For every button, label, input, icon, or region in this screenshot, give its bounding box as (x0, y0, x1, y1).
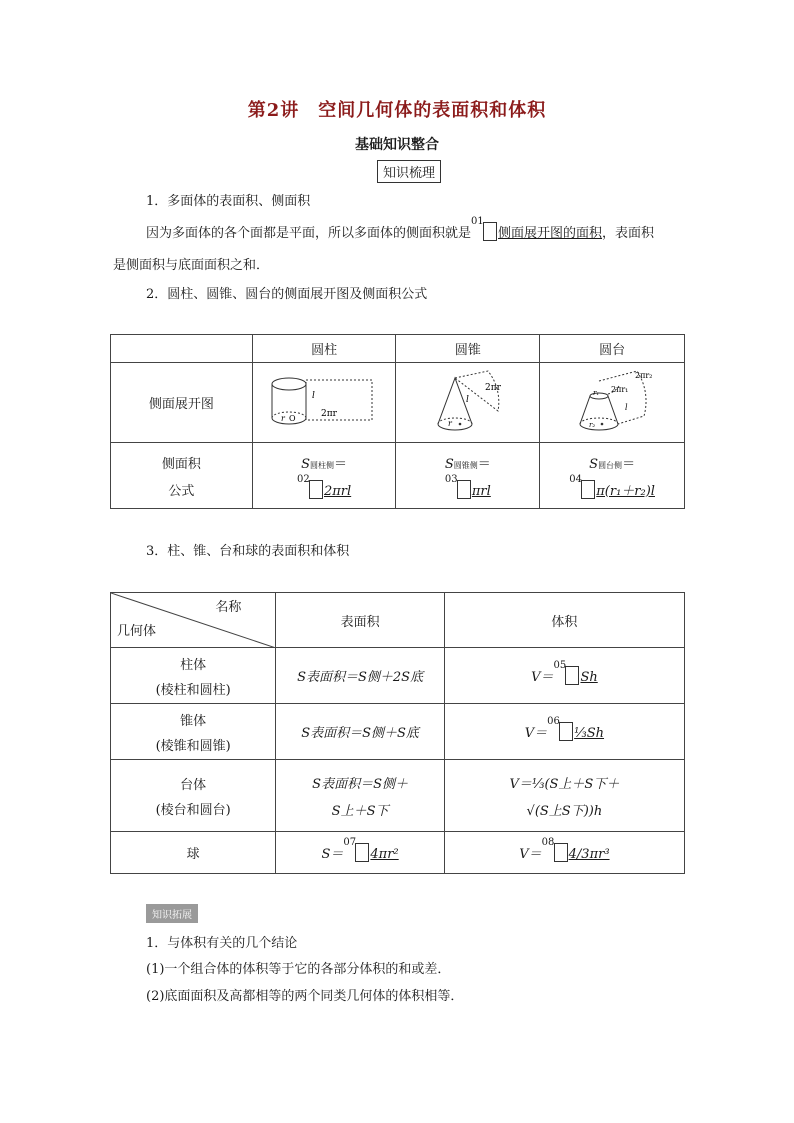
cylinder-net-diagram (259, 366, 389, 436)
frus-l-label: l (625, 402, 628, 412)
vol-prefix: V＝ (524, 726, 548, 741)
vol-line2: √(S上S下))h (526, 803, 603, 819)
section-subtitle: 基础知识整合 (355, 137, 439, 153)
volume-table (110, 592, 685, 874)
formula-lhs: S (589, 456, 599, 472)
answer-number: 05 (553, 660, 567, 671)
answer-number: 04 (569, 473, 582, 485)
frus-r1-label: r₁ (593, 388, 600, 397)
row-sub: (棱锥和圆锥) (155, 738, 231, 754)
formula-sub: 圆柱侧 (310, 460, 335, 470)
page-title: 第2讲 空间几何体的表面积和体积 (247, 100, 547, 121)
formula-frustum (540, 443, 685, 509)
extension-heading: 1．与体积有关的几个结论 (146, 936, 298, 951)
vol-prefix: V＝ (519, 847, 542, 862)
volume-frustum (444, 760, 684, 832)
col-header-area: 表面积 (276, 593, 444, 648)
cyl-l-label: l (312, 390, 315, 401)
vol-line1: V＝⅓(S上＋S下＋ (509, 776, 620, 792)
extension-item-2: (2)底面面积及高都相等的两个同类几何体的体积相等． (146, 989, 464, 1004)
col-header-volume: 体积 (444, 593, 684, 648)
col-header-frustum: 圆台 (540, 335, 685, 363)
answer-text: π(r₁＋r₂)l (596, 483, 655, 499)
answer-box (309, 480, 323, 499)
row-pyramid (111, 704, 276, 760)
answer-box (565, 666, 579, 685)
answer-03 (444, 473, 491, 499)
row-label-formula (111, 443, 253, 509)
section1-text-after: ，表面积 (602, 226, 655, 241)
cyl-o-label: O (289, 413, 296, 423)
answer-07 (343, 837, 399, 862)
cyl-2pr-label: 2πr (321, 408, 338, 419)
row-frustum (111, 760, 276, 832)
frustum-net-figure (540, 363, 685, 443)
formula-eq: ＝ (622, 456, 636, 472)
answer-number: 01 (471, 216, 484, 227)
frus-2pr2-label: 2πr₂ (635, 370, 653, 380)
extension-tag: 知识拓展 (146, 904, 198, 923)
formula-cylinder (252, 443, 396, 509)
corner-bottom-label: 几何体 (117, 624, 157, 639)
corner-top-label: 名称 (215, 600, 242, 615)
row-name: 柱体 (180, 657, 207, 673)
answer-box (581, 480, 595, 499)
area-prism: S表面积＝S侧＋2S底 (276, 648, 444, 704)
answer-box (355, 843, 369, 862)
row-prism (111, 648, 276, 704)
answer-text: Sh (580, 670, 598, 685)
col-header-cylinder: 圆柱 (252, 335, 396, 363)
answer-08 (541, 837, 610, 862)
area-prefix: S＝ (321, 847, 344, 862)
answer-box (483, 222, 497, 241)
volume-sphere (444, 832, 684, 874)
formula-cone (396, 443, 540, 509)
answer-01 (471, 216, 603, 241)
answer-number: 07 (343, 837, 357, 848)
formula-eq: ＝ (334, 456, 348, 472)
corner-diagonal-cell (111, 593, 276, 648)
answer-05 (553, 660, 598, 685)
row-sub: (棱柱和圆柱) (155, 682, 231, 698)
formula-sub: 圆台侧 (598, 460, 623, 470)
formula-sub: 圆锥侧 (453, 460, 478, 470)
row-name: 锥体 (180, 713, 207, 729)
answer-box (457, 480, 471, 499)
col-header-cone: 圆锥 (396, 335, 540, 363)
answer-text: πrl (471, 483, 491, 499)
answer-text: 侧面展开图的面积 (498, 226, 603, 241)
area-sphere (276, 832, 444, 874)
answer-text: 4/3πr³ (568, 847, 610, 862)
knowledge-box-label: 知识梳理 (377, 160, 441, 183)
cone-2pr-label: 2πr (484, 382, 501, 393)
answer-number: 03 (444, 473, 458, 485)
row-label-formula-text: 公式 (168, 483, 195, 499)
cone-net-figure (396, 363, 540, 443)
lateral-area-table (110, 334, 685, 509)
cylinder-net-figure (252, 363, 396, 443)
area-pyramid: S表面积＝S侧＋S底 (276, 704, 444, 760)
section2-heading: 2．圆柱、圆锥、圆台的侧面展开图及侧面积公式 (146, 287, 428, 302)
section1-heading: 1．多面体的表面积、侧面积 (146, 194, 311, 209)
answer-text: 4πr² (370, 847, 399, 862)
section1-text-before: 因为多面体的各个面都是平面，所以多面体的侧面积就是 (146, 226, 472, 241)
cone-l-label: l (465, 394, 469, 405)
row-name: 台体 (180, 777, 207, 793)
area-line2: S上＋S下 (331, 803, 389, 819)
section3-heading: 3．柱、锥、台和球的表面积和体积 (146, 544, 350, 559)
cyl-r-label: r (281, 413, 285, 423)
volume-prism (444, 648, 684, 704)
extension-item-1: (1)一个组合体的体积等于它的各部分体积的和或差． (146, 962, 451, 977)
answer-number: 06 (547, 716, 560, 727)
area-line1: S表面积＝S侧＋ (312, 776, 408, 792)
formula-lhs: S (444, 456, 454, 472)
answer-02 (296, 473, 352, 499)
answer-box (559, 722, 573, 741)
row-sphere: 球 (111, 832, 276, 874)
row-label-net: 侧面展开图 (111, 363, 253, 443)
frus-r2-label: r₂ (589, 420, 596, 429)
formula-eq: ＝ (477, 456, 491, 472)
answer-06 (547, 716, 605, 741)
row-label-area: 侧面积 (161, 456, 201, 472)
answer-04 (569, 473, 655, 499)
volume-pyramid (444, 704, 684, 760)
cone-r-label: r (447, 418, 452, 428)
formula-lhs: S (301, 456, 311, 472)
vol-prefix: V＝ (531, 670, 554, 685)
answer-box (554, 843, 568, 862)
row-sub: (棱台和圆台) (155, 802, 231, 818)
section1-line2: 是侧面积与底面面积之和． (113, 258, 270, 273)
section1-paragraph (146, 216, 655, 241)
frus-2pr1-label: 2πr₁ (611, 384, 629, 394)
corner-cell (111, 335, 253, 363)
answer-text: ⅓Sh (574, 726, 605, 741)
answer-number: 08 (541, 837, 555, 848)
answer-text: 2πrl (323, 483, 352, 499)
answer-number: 02 (296, 473, 310, 485)
frustum-net-diagram (547, 366, 677, 436)
cone-net-diagram (403, 366, 533, 436)
area-frustum (276, 760, 444, 832)
